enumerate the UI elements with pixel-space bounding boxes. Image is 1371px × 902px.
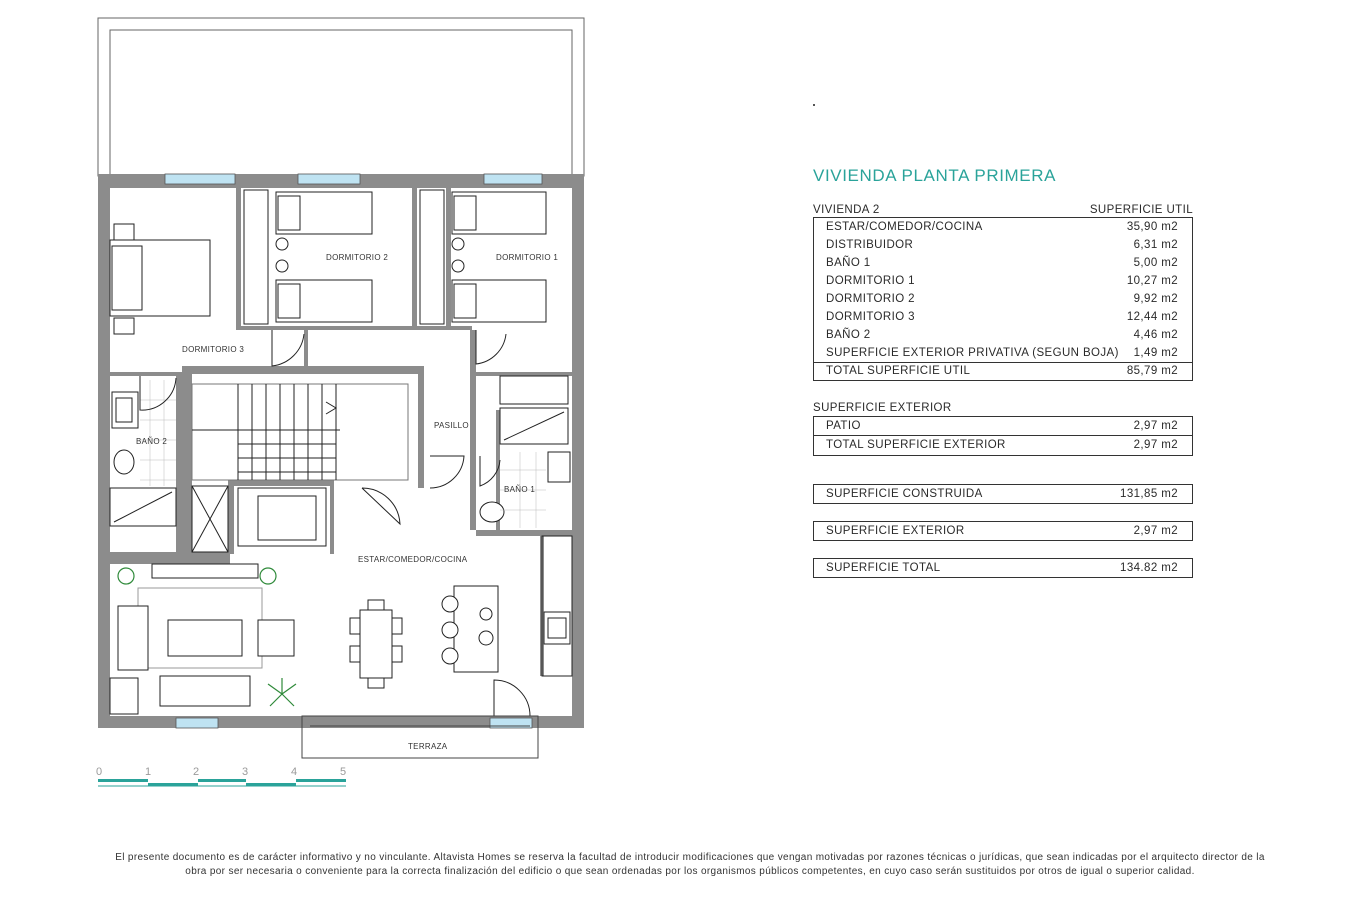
exterior-rows — [813, 417, 1193, 435]
exterior-heading-label: SUPERFICIE EXTERIOR — [813, 402, 952, 414]
floor-plan — [0, 0, 600, 800]
room-row — [814, 272, 1192, 290]
disclaimer — [40, 851, 1340, 878]
exterior-heading — [813, 402, 1193, 417]
total-value: 134.82 m2 — [1120, 562, 1178, 574]
total-exterior-row — [813, 435, 1193, 456]
room-label-dormitorio-3: DORMITORIO 3 — [182, 345, 245, 354]
room-label-bano-2: BAÑO 2 — [136, 437, 168, 446]
room-name: DORMITORIO 3 — [826, 311, 915, 323]
room-rows — [813, 218, 1193, 362]
room-row — [814, 254, 1192, 272]
room-label-bano-1: BAÑO 1 — [504, 485, 536, 494]
scale-tick-4: 4 — [291, 766, 298, 778]
summary-title: VIVIENDA PLANTA PRIMERA — [813, 166, 1057, 185]
patio-value: 2,97 m2 — [1133, 420, 1178, 432]
room-name: DORMITORIO 2 — [826, 293, 915, 305]
disclaimer-line-1: El presente documento es de carácter informativo y no vinculante. Altavista Homes se reserva la facultad de introducir modificaciones que vengan motivadas por razones técnicas o jurídicas, que sean indicadas por el arquitecto director de la — [115, 852, 1265, 863]
util-table-header — [813, 204, 1193, 218]
room-row — [814, 236, 1192, 254]
total-label: SUPERFICIE TOTAL — [826, 562, 941, 574]
construida-label: SUPERFICIE CONSTRUIDA — [826, 488, 983, 500]
marker-dot — [813, 104, 815, 106]
exterior-label: SUPERFICIE EXTERIOR — [826, 525, 965, 537]
room-name: ESTAR/COMEDOR/COCINA — [826, 221, 983, 233]
patio-label: PATIO — [826, 420, 861, 432]
room-label-dormitorio-2: DORMITORIO 2 — [326, 253, 389, 262]
room-row — [814, 290, 1192, 308]
room-area: 4,46 m2 — [1133, 329, 1178, 341]
header-left: VIVIENDA 2 — [813, 204, 880, 216]
disclaimer-line-2: obra por ser necesaria o conveniente para la correcta finalización del edificio o que sean ordenadas por los organismos públicos competentes, en cuyo caso serán sustituidos por otros de igual o superior calidad. — [185, 865, 1195, 877]
room-label-dormitorio-1: DORMITORIO 1 — [496, 253, 559, 262]
construida-box — [813, 484, 1193, 504]
exterior-box — [813, 521, 1193, 541]
room-label-estar: ESTAR/COMEDOR/COCINA — [358, 555, 468, 564]
room-area: 35,90 m2 — [1126, 221, 1178, 233]
exterior-value: 2,97 m2 — [1133, 525, 1178, 537]
upper-patio — [98, 18, 584, 176]
scale-tick-3: 3 — [242, 766, 249, 778]
scale-tick-2: 2 — [193, 766, 200, 778]
scale-bar — [96, 766, 346, 788]
room-row — [814, 326, 1192, 344]
total-util-row — [813, 362, 1193, 381]
scale-tick-0: 0 — [96, 766, 103, 778]
room-name: DISTRIBUIDOR — [826, 239, 914, 251]
room-area: 1,49 m2 — [1133, 347, 1178, 359]
patio-row — [814, 417, 1192, 435]
room-row — [814, 218, 1192, 236]
room-name: BAÑO 1 — [826, 257, 871, 269]
room-name: DORMITORIO 1 — [826, 275, 915, 287]
construida-value: 131,85 m2 — [1120, 488, 1178, 500]
total-util-label: TOTAL SUPERFICIE UTIL — [826, 365, 971, 377]
util-surface-table — [813, 204, 1193, 381]
room-row — [814, 344, 1192, 362]
total-box — [813, 558, 1193, 578]
room-area: 6,31 m2 — [1133, 239, 1178, 251]
total-util-value: 85,79 m2 — [1126, 365, 1178, 377]
exterior-surface-table — [813, 402, 1193, 456]
room-label-terraza: TERRAZA — [408, 742, 448, 751]
room-area: 5,00 m2 — [1133, 257, 1178, 269]
room-area: 12,44 m2 — [1126, 311, 1178, 323]
room-name: BAÑO 2 — [826, 329, 871, 341]
room-area: 10,27 m2 — [1126, 275, 1178, 287]
room-row — [814, 308, 1192, 326]
total-exterior-value: 2,97 m2 — [1133, 439, 1178, 451]
room-name: SUPERFICIE EXTERIOR PRIVATIVA (SEGUN BOJA) — [826, 347, 1119, 359]
header-right: SUPERFICIE UTIL — [1089, 204, 1193, 216]
room-label-pasillo: PASILLO — [434, 421, 469, 430]
total-exterior-label: TOTAL SUPERFICIE EXTERIOR — [826, 439, 1006, 451]
room-area: 9,92 m2 — [1133, 293, 1178, 305]
scale-tick-1: 1 — [145, 766, 152, 778]
scale-tick-5: 5 — [340, 766, 347, 778]
